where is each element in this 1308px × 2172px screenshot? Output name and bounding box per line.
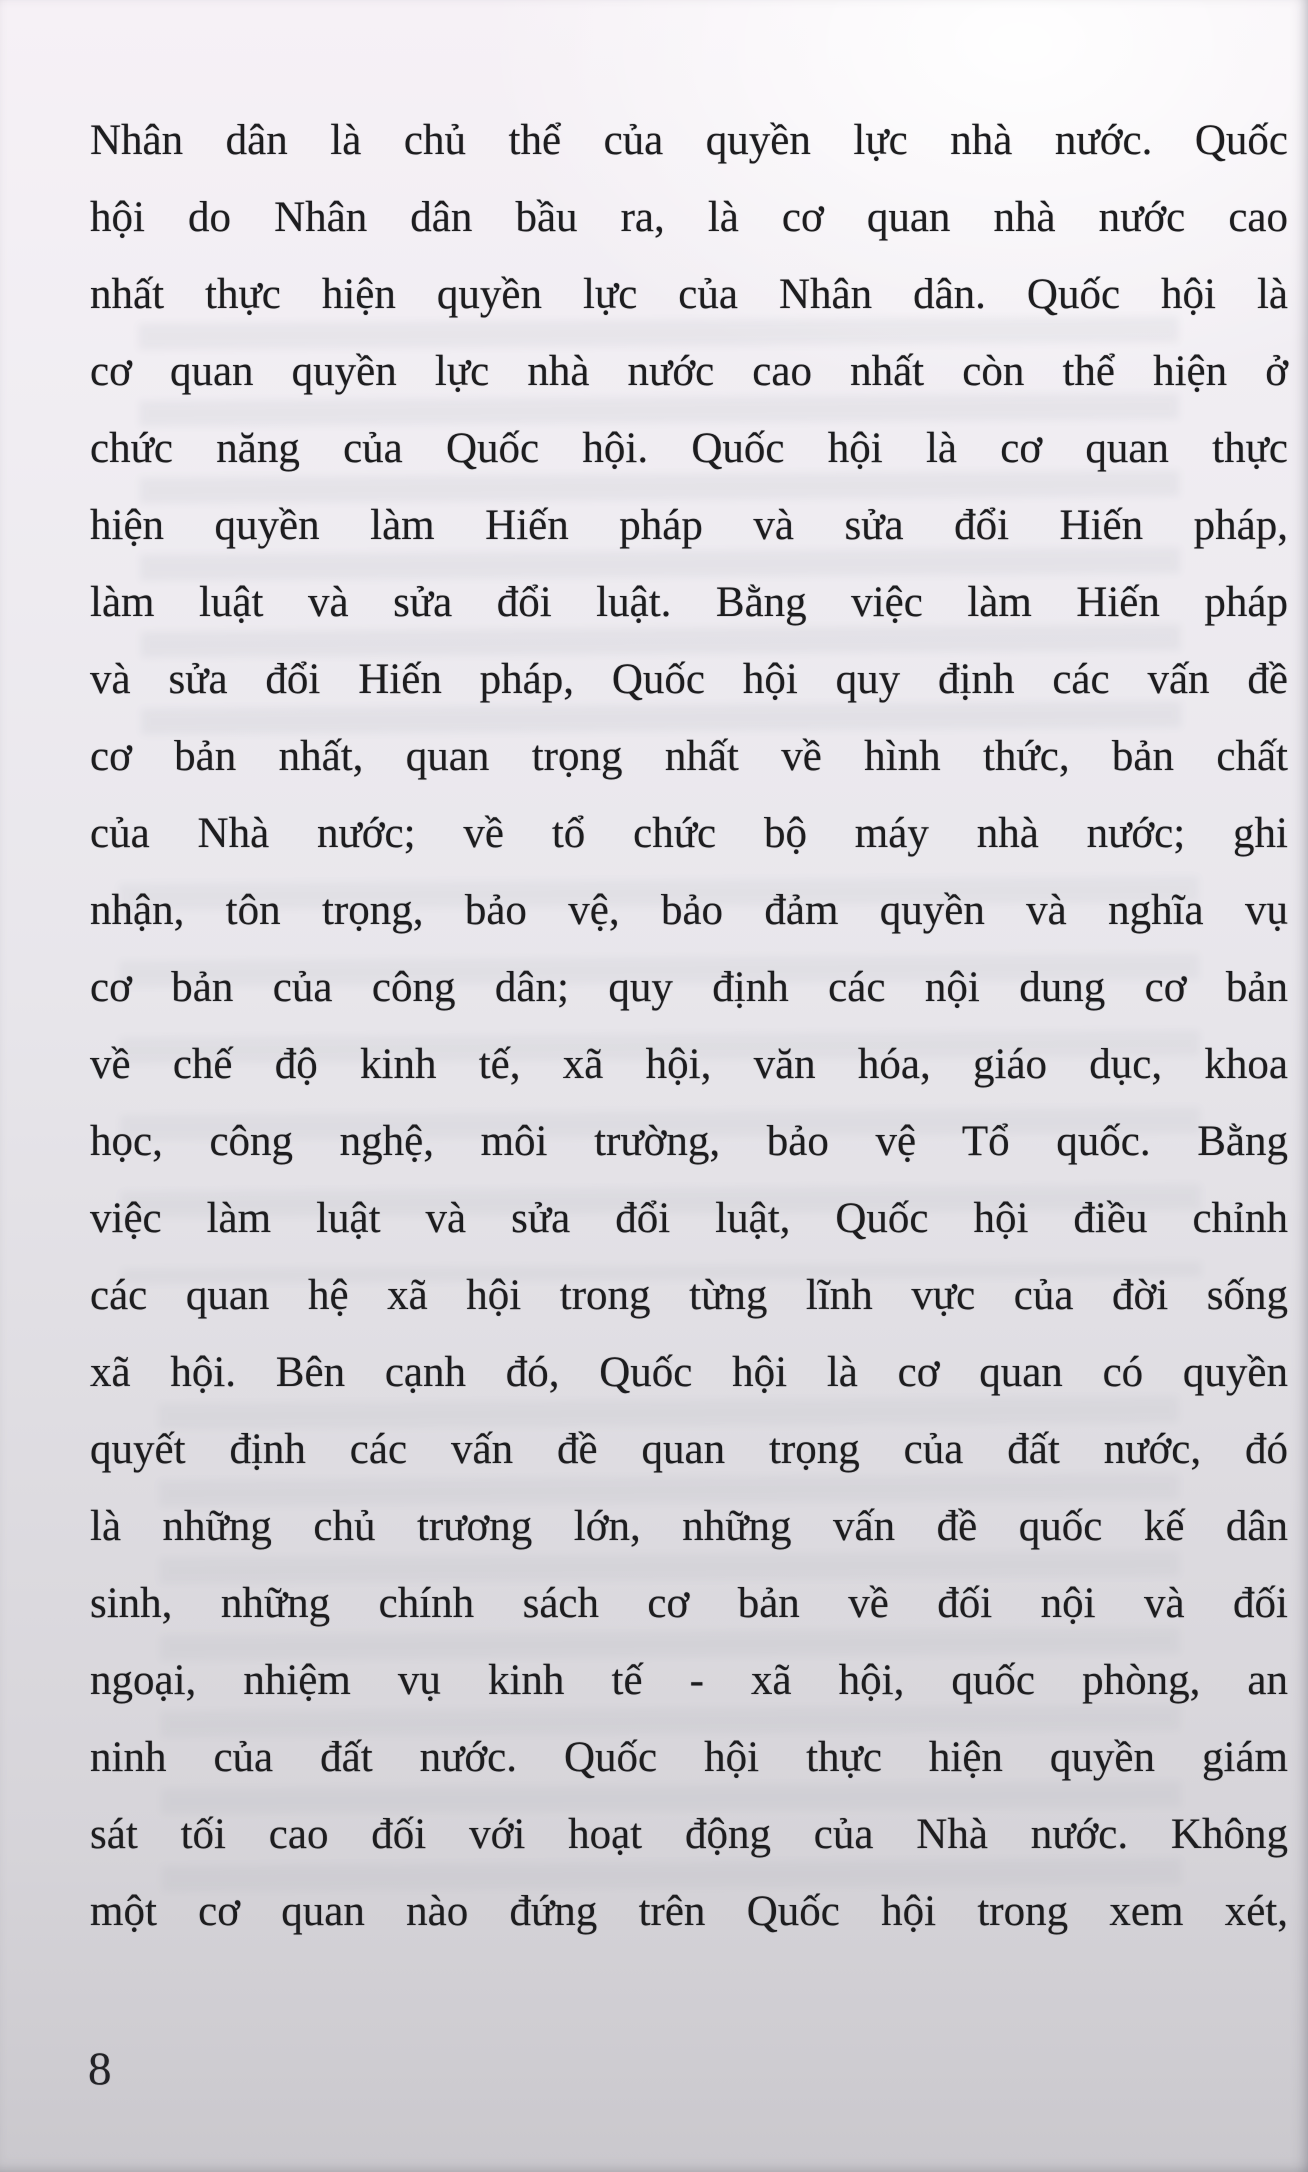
text-line: hiện quyền làm Hiến pháp và sửa đổi Hiến pháp, bbox=[90, 502, 1288, 549]
text-line: sát tối cao đối với hoạt động của Nhà nước. Không bbox=[90, 1811, 1288, 1858]
text-line: chức năng của Quốc hội. Quốc hội là cơ quan thực bbox=[90, 425, 1288, 472]
page-number: 8 bbox=[88, 2043, 112, 2095]
body-paragraph bbox=[90, 102, 1288, 1950]
text-line: quyết định các vấn đề quan trọng của đất nước, đó bbox=[90, 1426, 1288, 1473]
text-line: nhất thực hiện quyền lực của Nhân dân. Quốc hội là bbox=[90, 271, 1288, 318]
text-line: sinh, những chính sách cơ bản về đối nội và đối bbox=[90, 1580, 1288, 1627]
text-line: cơ bản nhất, quan trọng nhất về hình thức, bản chất bbox=[90, 733, 1288, 780]
text-line: học, công nghệ, môi trường, bảo vệ Tổ quốc. Bằng bbox=[90, 1118, 1288, 1165]
text-line: cơ bản của công dân; quy định các nội dung cơ bản bbox=[90, 964, 1288, 1011]
text-line: xã hội. Bên cạnh đó, Quốc hội là cơ quan có quyền bbox=[90, 1349, 1288, 1396]
text-line: và sửa đổi Hiến pháp, Quốc hội quy định các vấn đề bbox=[90, 656, 1288, 703]
text-line: ngoại, nhiệm vụ kinh tế - xã hội, quốc phòng, an bbox=[90, 1657, 1288, 1704]
text-line: việc làm luật và sửa đổi luật, Quốc hội điều chỉnh bbox=[90, 1195, 1288, 1242]
text-line: về chế độ kinh tế, xã hội, văn hóa, giáo dục, khoa bbox=[90, 1041, 1288, 1088]
text-line: làm luật và sửa đổi luật. Bằng việc làm Hiến pháp bbox=[90, 579, 1288, 626]
text-line: ninh của đất nước. Quốc hội thực hiện quyền giám bbox=[90, 1734, 1288, 1781]
text-line: Nhân dân là chủ thể của quyền lực nhà nước. Quốc bbox=[90, 117, 1288, 164]
text-line: hội do Nhân dân bầu ra, là cơ quan nhà nước cao bbox=[90, 194, 1288, 241]
text-line: cơ quan quyền lực nhà nước cao nhất còn thể hiện ở bbox=[90, 348, 1288, 395]
text-line: các quan hệ xã hội trong từng lĩnh vực của đời sống bbox=[90, 1272, 1288, 1319]
text-line: một cơ quan nào đứng trên Quốc hội trong xem xét, bbox=[90, 1888, 1288, 1935]
text-line: của Nhà nước; về tổ chức bộ máy nhà nước; ghi bbox=[90, 810, 1288, 857]
text-line: nhận, tôn trọng, bảo vệ, bảo đảm quyền và nghĩa vụ bbox=[90, 887, 1288, 934]
text-line: là những chủ trương lớn, những vấn đề quốc kế dân bbox=[90, 1503, 1288, 1550]
